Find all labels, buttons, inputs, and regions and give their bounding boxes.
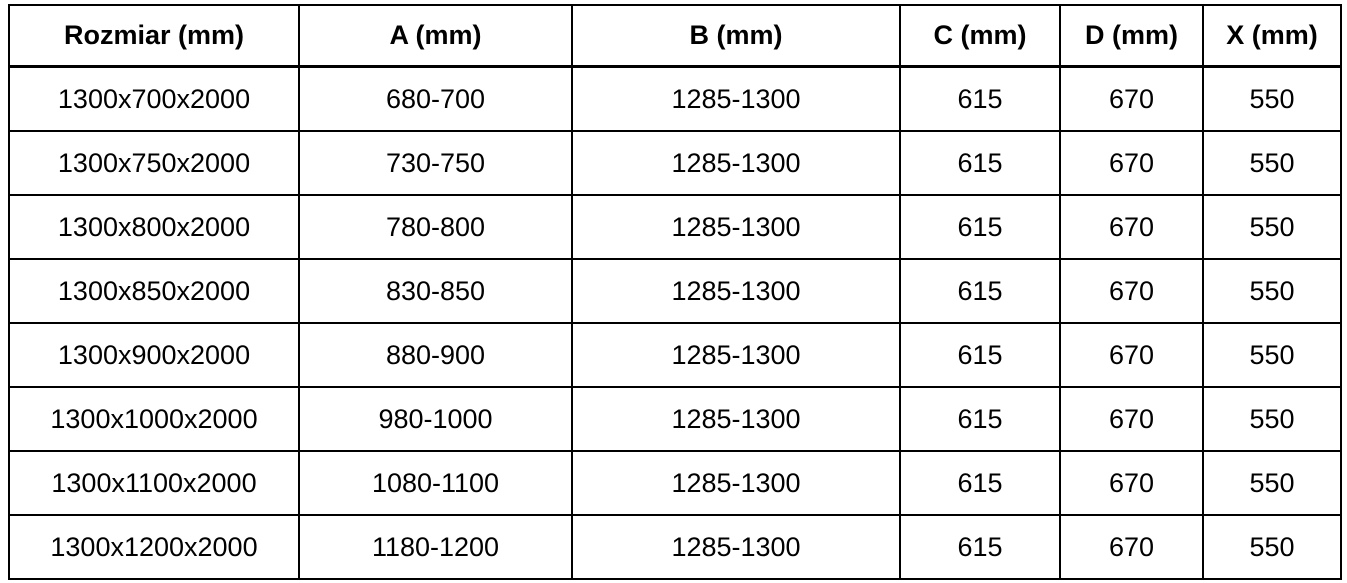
cell-x: 550 <box>1203 387 1341 451</box>
cell-x: 550 <box>1203 259 1341 323</box>
cell-rozmiar: 1300x1100x2000 <box>9 451 299 515</box>
table-row <box>9 451 1341 515</box>
cell-d: 670 <box>1060 323 1203 387</box>
cell-d: 670 <box>1060 451 1203 515</box>
cell-a: 730-750 <box>299 131 572 195</box>
cell-c: 615 <box>900 131 1060 195</box>
table-row <box>9 515 1341 579</box>
header-c: C (mm) <box>900 5 1060 67</box>
cell-a: 680-700 <box>299 67 572 132</box>
cell-c: 615 <box>900 387 1060 451</box>
cell-b: 1285-1300 <box>572 67 900 132</box>
cell-c: 615 <box>900 195 1060 259</box>
cell-b: 1285-1300 <box>572 259 900 323</box>
header-d: D (mm) <box>1060 5 1203 67</box>
cell-b: 1285-1300 <box>572 323 900 387</box>
size-table-header <box>9 5 1341 67</box>
cell-c: 615 <box>900 67 1060 132</box>
cell-c: 615 <box>900 451 1060 515</box>
cell-d: 670 <box>1060 387 1203 451</box>
cell-a: 780-800 <box>299 195 572 259</box>
table-row <box>9 131 1341 195</box>
cell-x: 550 <box>1203 451 1341 515</box>
cell-rozmiar: 1300x850x2000 <box>9 259 299 323</box>
cell-d: 670 <box>1060 259 1203 323</box>
cell-d: 670 <box>1060 195 1203 259</box>
cell-rozmiar: 1300x1000x2000 <box>9 387 299 451</box>
header-row <box>9 5 1341 67</box>
cell-rozmiar: 1300x800x2000 <box>9 195 299 259</box>
cell-rozmiar: 1300x900x2000 <box>9 323 299 387</box>
cell-a: 1080-1100 <box>299 451 572 515</box>
header-b: B (mm) <box>572 5 900 67</box>
cell-d: 670 <box>1060 515 1203 579</box>
cell-c: 615 <box>900 323 1060 387</box>
size-table <box>8 4 1342 580</box>
cell-a: 980-1000 <box>299 387 572 451</box>
cell-d: 670 <box>1060 67 1203 132</box>
size-table-container <box>8 4 1342 580</box>
cell-a: 1180-1200 <box>299 515 572 579</box>
cell-x: 550 <box>1203 195 1341 259</box>
cell-c: 615 <box>900 515 1060 579</box>
table-row <box>9 387 1341 451</box>
header-a: A (mm) <box>299 5 572 67</box>
cell-rozmiar: 1300x750x2000 <box>9 131 299 195</box>
cell-a: 880-900 <box>299 323 572 387</box>
cell-x: 550 <box>1203 67 1341 132</box>
cell-c: 615 <box>900 259 1060 323</box>
cell-rozmiar: 1300x700x2000 <box>9 67 299 132</box>
table-row <box>9 323 1341 387</box>
cell-x: 550 <box>1203 131 1341 195</box>
size-table-body <box>9 67 1341 580</box>
table-row <box>9 259 1341 323</box>
cell-b: 1285-1300 <box>572 515 900 579</box>
cell-x: 550 <box>1203 323 1341 387</box>
table-row <box>9 195 1341 259</box>
header-x: X (mm) <box>1203 5 1341 67</box>
cell-x: 550 <box>1203 515 1341 579</box>
cell-rozmiar: 1300x1200x2000 <box>9 515 299 579</box>
cell-b: 1285-1300 <box>572 451 900 515</box>
table-row <box>9 67 1341 132</box>
cell-b: 1285-1300 <box>572 131 900 195</box>
cell-b: 1285-1300 <box>572 195 900 259</box>
cell-d: 670 <box>1060 131 1203 195</box>
cell-a: 830-850 <box>299 259 572 323</box>
cell-b: 1285-1300 <box>572 387 900 451</box>
header-rozmiar: Rozmiar (mm) <box>9 5 299 67</box>
